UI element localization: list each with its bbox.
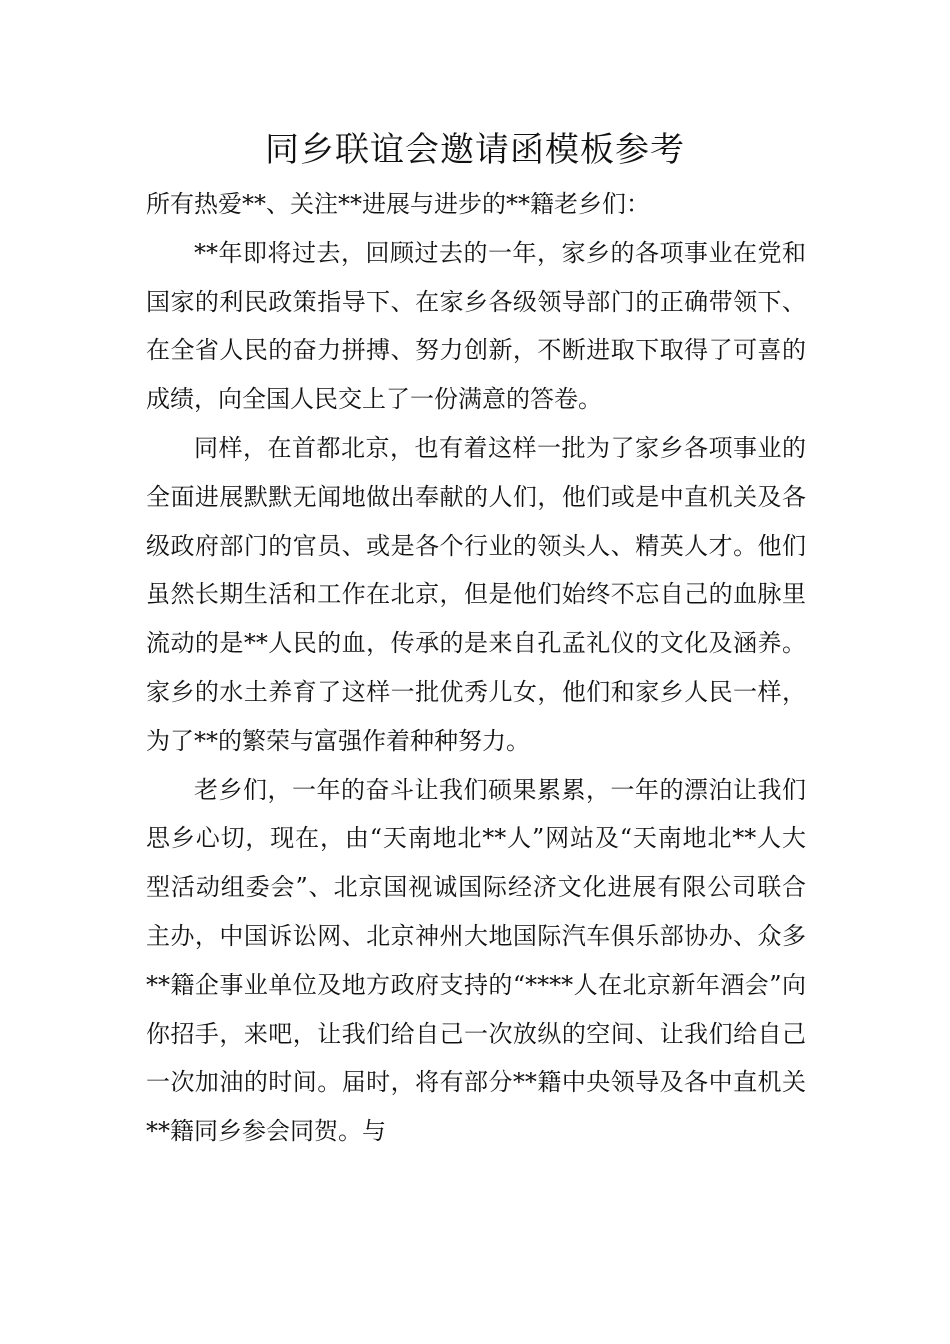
paragraph-invitation: 老乡们，一年的奋斗让我们硕果累累，一年的漂泊让我们思乡心切，现在，由“天南地北**人”网站及“天南地北**人大型活动组委会”、北京国视诚国际经济文化进展有限公司联合主办，中国诉讼网、北京神州大地国际汽车俱乐部协办、众多**籍企事业单位及地方政府支持的“****人在北京新年酒会”向你招手，来吧，让我们给自己一次放纵的空间、让我们给自己一次加油的时间。届时，将有部分**籍中央领导及各中直机关**籍同乡参会同贺。与 <box>146 775 806 1146</box>
salutation: 所有热爱**、关注**进展与进步的**籍老乡们： <box>146 190 650 218</box>
paragraph-beijing-natives: 同样，在首都北京，也有着这样一批为了家乡各项事业的全面进展默默无闻地做出奉献的人们，他们或是中直机关及各级政府部门的官员、或是各个行业的领头人、精英人才。他们虽然长期生活和工作在北京，但是他们始终不忘自己的血脉里流动的是**人民的血，传承的是来自孔孟礼仪的文化及涵养。家乡的水土养育了这样一批优秀儿女，他们和家乡人民一样，为了**的繁荣与富强作着种种努力。 <box>146 433 806 755</box>
document-title: 同乡联谊会邀请函模板参考 <box>265 130 685 170</box>
document-body <box>146 180 806 1156</box>
paragraph-year-review: **年即将过去，回顾过去的一年，家乡的各项事业在党和国家的利民政策指导下、在家乡各级领导部门的正确带领下、在全省人民的奋力拼搏、努力创新，不断进取下取得了可喜的成绩，向全国人民交上了一份满意的答卷。 <box>146 238 806 414</box>
